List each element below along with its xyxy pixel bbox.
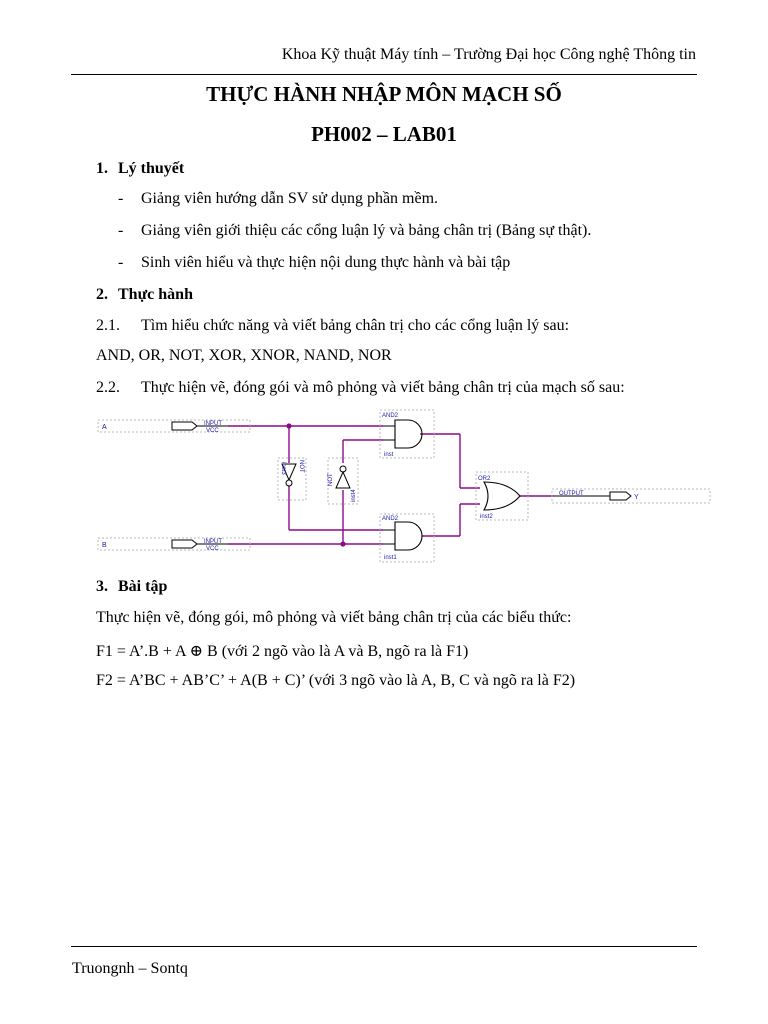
page-footer: Truongnh – Sontq <box>72 960 188 977</box>
not2-inst: inst4 <box>351 489 357 502</box>
input-pin-b <box>98 538 250 552</box>
document-title: THỰC HÀNH NHẬP MÔN MẠCH SỐ <box>206 82 562 106</box>
bullet-dash: - <box>118 190 124 207</box>
and2-inst: inst1 <box>384 555 397 561</box>
or-gate-inst2 <box>476 472 528 520</box>
item-2-1-number: 2.1. <box>96 317 120 334</box>
gate-list: AND, OR, NOT, XOR, XNOR, NAND, NOR <box>96 347 392 364</box>
input-pin-a <box>98 420 250 434</box>
bullet-item: Sinh viên hiểu và thực hiện nội dung thực hành và bài tập <box>141 254 511 271</box>
not1-inst: inst3 <box>280 462 286 475</box>
item-2-1-text: Tìm hiểu chức năng và viết bảng chân trị cho các cổng luận lý sau: <box>141 317 570 334</box>
input-a-supply: VCC <box>206 428 219 434</box>
exercise-intro: Thực hiện vẽ, đóng gói, mô phỏng và viết bảng chân trị của các biểu thức: <box>96 609 572 626</box>
input-a-type: INPUT <box>204 421 222 427</box>
section-1-number: 1. <box>96 160 108 177</box>
or1-inst: inst2 <box>480 514 493 520</box>
bullet-item: Giảng viên hướng dẫn SV sử dụng phần mềm. <box>141 190 439 207</box>
output-name: Y <box>634 494 639 501</box>
footer-rule <box>71 946 697 947</box>
bullet-dash: - <box>118 222 124 239</box>
or1-type: OR2 <box>478 476 491 482</box>
and1-inst: inst <box>384 452 394 458</box>
not1-type: NOT <box>298 460 304 473</box>
input-b-supply: VCC <box>206 546 219 552</box>
and2-type: AND2 <box>382 516 399 522</box>
expression-f2: F2 = A’BC + AB’C’ + A(B + C)’ (với 3 ngõ vào là A, B, C và ngõ ra là F2) <box>96 672 576 689</box>
lab-code: PH002 – LAB01 <box>311 122 457 146</box>
bullet-item: Giảng viên giới thiệu các cổng luận lý và bảng chân trị (Bảng sự thật). <box>141 222 592 239</box>
circuit-schematic <box>96 408 716 568</box>
section-3-number: 3. <box>96 578 108 595</box>
output-pin-y <box>552 489 710 503</box>
header-rule <box>71 74 697 75</box>
input-b-type: INPUT <box>204 539 222 545</box>
item-2-2-text: Thực hiện vẽ, đóng gói và mô phỏng và viết bảng chân trị của mạch số sau: <box>141 379 625 396</box>
section-3-heading: Bài tập <box>118 578 168 595</box>
bullet-dash: - <box>118 254 124 271</box>
and1-type: AND2 <box>382 413 399 419</box>
expression-f1: F1 = A’.B + A ⊕ B (với 2 ngõ vào là A và B, ngõ ra là F1) <box>96 643 469 660</box>
input-b-name: B <box>102 542 107 549</box>
wire-junctions <box>286 423 345 546</box>
and-gate-inst1 <box>380 514 434 562</box>
section-2-heading: Thực hành <box>118 286 193 303</box>
section-1-heading: Lý thuyết <box>118 160 185 177</box>
input-a-name: A <box>102 424 107 431</box>
not2-type: NOT <box>328 473 334 486</box>
page-header: Khoa Kỹ thuật Máy tính – Trường Đại học Công nghệ Thông tin <box>281 46 696 63</box>
item-2-2-number: 2.2. <box>96 379 120 396</box>
section-2-number: 2. <box>96 286 108 303</box>
not-gate-inst3 <box>278 458 306 500</box>
output-type: OUTPUT <box>559 491 584 497</box>
